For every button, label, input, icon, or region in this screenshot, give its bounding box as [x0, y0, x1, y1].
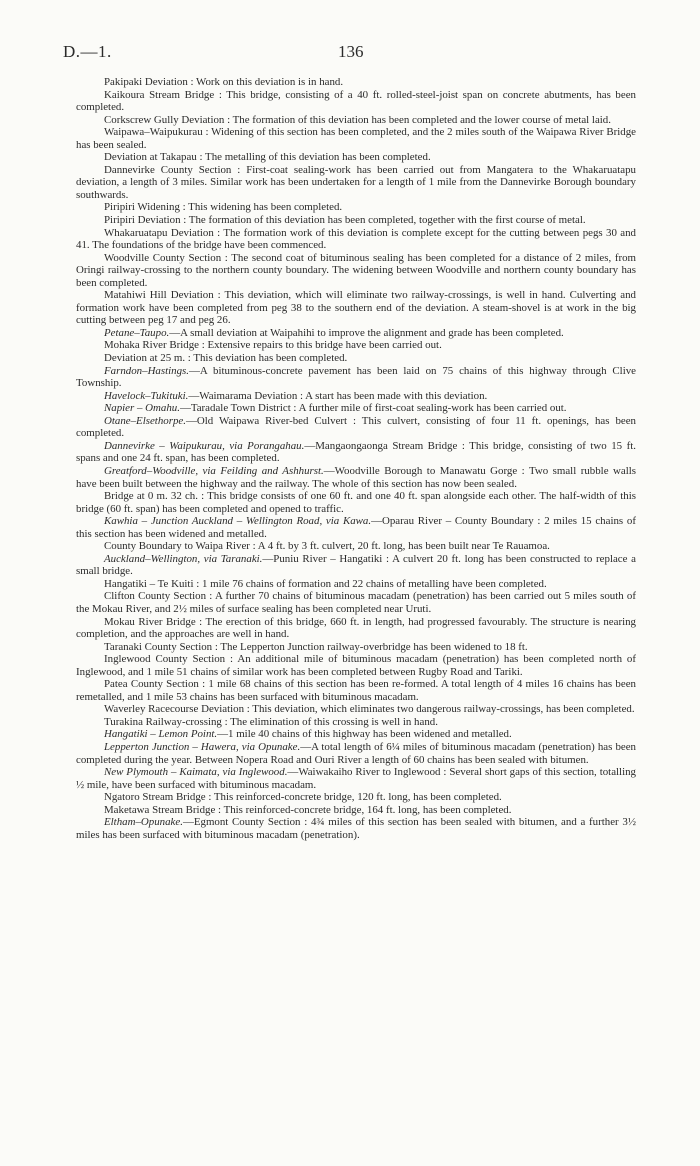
paragraph-text: —A total length of 6¼ miles of bituminous macadam (penetration) has been completed during the year. Between Nopera Road and Ouri River a length of 60 chains has been sealed with bitumen.: [76, 740, 636, 766]
report-paragraph: [76, 365, 636, 390]
paragraph-text: Waipawa–Waipukurau : Widening of this section has been completed, and the 2 miles south of the Waipawa River Bridge has been sealed.: [76, 126, 636, 151]
report-paragraph: [76, 804, 636, 817]
paragraph-text: —Egmont County Section : 4¾ miles of this section has been sealed with bitumen, and a further 3½ miles has been surfaced with bituminous macadam (penetration).: [76, 816, 636, 841]
section-reference: D.—1.: [63, 42, 112, 61]
paragraph-text: Kaikoura Stream Bridge : This bridge, consisting of a 40 ft. rolled-steel-joist span on concrete abutments, has been completed.: [76, 88, 636, 114]
paragraph-text: —Old Waipawa River-bed Culvert : This culvert, consisting of four 11 ft. openings, has been completed.: [76, 414, 636, 440]
paragraph-text: —1 mile 40 chains of this highway has been widened and metalled.: [217, 728, 512, 741]
report-paragraph: [76, 289, 636, 327]
report-paragraph: [76, 164, 636, 202]
paragraph-text: Dannevirke County Section : First-coat sealing-work has been carried out from Mangatera to the Whakaruatapu deviation, a length of 3 miles. Similar work has been undertaken for a length of 1 mile from the Dannevirke Borough boundary southwards.: [76, 163, 636, 201]
paragraph-text: —Waiwakaiho River to Inglewood : Several short gaps of this section, totalling ½ mile, have been surfaced with bituminous macadam.: [76, 766, 636, 791]
report-paragraph: [76, 352, 636, 365]
paragraph-text: Pakipaki Deviation : Work on this deviation is in hand.: [104, 76, 344, 88]
report-paragraph: [76, 766, 636, 791]
highway-route-heading: Petane–Taupo.: [104, 326, 170, 339]
report-paragraph: [76, 390, 636, 403]
paragraph-text: Deviation at 25 m. : This deviation has been completed.: [104, 352, 348, 365]
paragraph-text: Mohaka River Bridge : Extensive repairs to this bridge have been carried out.: [104, 339, 442, 352]
paragraph-text: Ngatoro Stream Bridge : This reinforced-concrete bridge, 120 ft. long, has been completed.: [104, 791, 502, 804]
report-paragraph: [76, 716, 636, 729]
highway-route-heading: Farndon–Hastings.: [104, 364, 190, 377]
report-paragraph: [76, 678, 636, 703]
report-paragraph: [76, 76, 636, 89]
highway-route-heading: Dannevirke – Waipukurau, via Porangahau.: [104, 439, 305, 452]
paragraph-text: Turakina Railway-crossing : The elimination of this crossing is well in hand.: [104, 715, 438, 728]
paragraph-text: —Taradale Town District : A further mile of first-coat sealing-work has been carried out.: [179, 402, 567, 415]
report-body: [76, 76, 636, 841]
report-paragraph: [76, 415, 636, 440]
paragraph-text: Corkscrew Gully Deviation : The formation of this deviation has been completed and the lower course of metal laid.: [104, 113, 611, 126]
report-paragraph: [76, 214, 636, 227]
highway-route-heading: Lepperton Junction – Hawera, via Opunake.: [104, 740, 301, 753]
paragraph-text: —Oparau River – County Boundary : 2 miles 15 chains of this section has been widened and metalled.: [76, 515, 636, 540]
report-paragraph: [76, 553, 636, 578]
report-paragraph: [76, 490, 636, 515]
highway-route-heading: Eltham–Opunake.: [104, 816, 183, 829]
paragraph-text: Bridge at 0 m. 32 ch. : This bridge consists of one 60 ft. and one 40 ft. span alongside each other. The half-width of this bridge (60 ft. span) has been completed and opened to traffic.: [76, 490, 636, 515]
report-paragraph: [76, 114, 636, 127]
report-paragraph: [76, 590, 636, 615]
paragraph-text: Patea County Section : 1 mile 68 chains of this section has been re-formed. A total length of 4 miles 16 chains has been remetalled, and 1 mile 53 chains has been surfaced with bituminous macadam.: [76, 678, 636, 703]
paragraph-text: Woodville County Section : The second coat of bituminous sealing has been completed for a distance of 2 miles, from Oringi railway-crossing to the northern county boundary. The widening between Woodville and northern county boundary has been completed.: [76, 251, 636, 289]
paragraph-text: Deviation at Takapau : The metalling of this deviation has been completed.: [104, 151, 431, 164]
paragraph-text: —Woodville Borough to Manawatu Gorge : Two small rubble walls have been built between the highway and the railway. The whole of this section has now been sealed.: [76, 464, 636, 490]
report-paragraph: [76, 151, 636, 164]
report-paragraph: [76, 402, 636, 415]
paragraph-text: —A bituminous-concrete pavement has been laid on 75 chains of this highway through Clive Township.: [76, 364, 636, 390]
highway-route-heading: Auckland–Wellington, via Taranaki.: [104, 552, 263, 565]
report-paragraph: [76, 201, 636, 214]
report-paragraph: [76, 440, 636, 465]
report-paragraph: [76, 515, 636, 540]
paragraph-text: Mokau River Bridge : The erection of this bridge, 660 ft. in length, had progressed favourably. The structure is nearing completion, and the approaches are well in hand.: [76, 615, 636, 641]
report-paragraph: [76, 327, 636, 340]
highway-route-heading: Otane–Elsethorpe.: [104, 414, 186, 427]
paragraph-text: Hangatiki – Te Kuiti : 1 mile 76 chains of formation and 22 chains of metalling have been completed.: [104, 577, 547, 590]
report-paragraph: [76, 578, 636, 591]
report-paragraph: [76, 741, 636, 766]
report-paragraph: [76, 791, 636, 804]
report-paragraph: [76, 641, 636, 654]
report-paragraph: [76, 252, 636, 290]
highway-route-heading: New Plymouth – Kaimata, via Inglewood.: [104, 766, 288, 779]
report-paragraph: [76, 89, 636, 114]
report-paragraph: [76, 703, 636, 716]
paragraph-text: Inglewood County Section : An additional mile of bituminous macadam (penetration) has been completed north of Inglewood, and 1 mile 51 chains of similar work has been completed between Rugby Road and Tariki.: [76, 653, 636, 678]
paragraph-text: County Boundary to Waipa River : A 4 ft. by 3 ft. culvert, 20 ft. long, has been built near Te Rauamoa.: [104, 540, 550, 553]
paragraph-text: Piripiri Deviation : The formation of this deviation has been completed, together with the first course of metal.: [104, 214, 586, 227]
report-paragraph: [76, 126, 636, 151]
report-paragraph: [76, 540, 636, 553]
paragraph-text: Clifton County Section : A further 70 chains of bituminous macadam (penetration) has been carried out 5 miles south of the Mokau River, and 2½ miles of surface sealing has been completed near Uruti.: [76, 590, 636, 615]
report-paragraph: [76, 465, 636, 490]
paragraph-text: Matahiwi Hill Deviation : This deviation, which will eliminate two railway-crossings, is well in hand. Culverting and formation work have been completed from peg 38 to the southern end of the deviation. A steam-shovel is at work in the big cutting between peg 17 and peg 26.: [76, 289, 636, 327]
page-number: 136: [338, 42, 364, 61]
report-paragraph: [76, 728, 636, 741]
highway-route-heading: Havelock–Tukituki.: [104, 389, 189, 402]
report-paragraph: [76, 816, 636, 841]
highway-route-heading: Kawhia – Junction Auckland – Wellington Road, via Kawa.: [104, 515, 372, 528]
paragraph-text: Whakaruatapu Deviation : The formation work of this deviation is complete except for the cutting between pegs 30 and 41. The foundations of the bridge have been commenced.: [76, 226, 636, 252]
report-paragraph: [76, 653, 636, 678]
report-paragraph: [76, 616, 636, 641]
highway-route-heading: Hangatiki – Lemon Point.: [104, 728, 218, 741]
report-paragraph: [76, 339, 636, 352]
paragraph-text: Taranaki County Section : The Lepperton Junction railway-overbridge has been widened to 18 ft.: [104, 640, 528, 653]
paragraph-text: Waverley Racecourse Deviation : This deviation, which eliminates two dangerous railway-crossings, has been completed.: [104, 703, 635, 716]
paragraph-text: Maketawa Stream Bridge : This reinforced-concrete bridge, 164 ft. long, has been completed.: [104, 803, 512, 816]
highway-route-heading: Napier – Omahu.: [104, 402, 180, 415]
report-paragraph: [76, 227, 636, 252]
highway-route-heading: Greatford–Woodville, via Feilding and Ashhurst.: [104, 464, 324, 477]
paragraph-text: Piripiri Widening : This widening has been completed.: [104, 201, 343, 214]
paragraph-text: —Waimarama Deviation : A start has been made with this deviation.: [188, 389, 488, 402]
paragraph-text: —A small deviation at Waipahihi to improve the alignment and grade has been completed.: [169, 326, 564, 339]
paragraph-text: —Puniu River – Hangatiki : A culvert 20 ft. long has been constructed to replace a small bridge.: [76, 552, 636, 578]
paragraph-text: —Mangaongaonga Stream Bridge : This bridge, consisting of two 15 ft. spans and one 24 ft. span, has been completed.: [76, 439, 636, 465]
